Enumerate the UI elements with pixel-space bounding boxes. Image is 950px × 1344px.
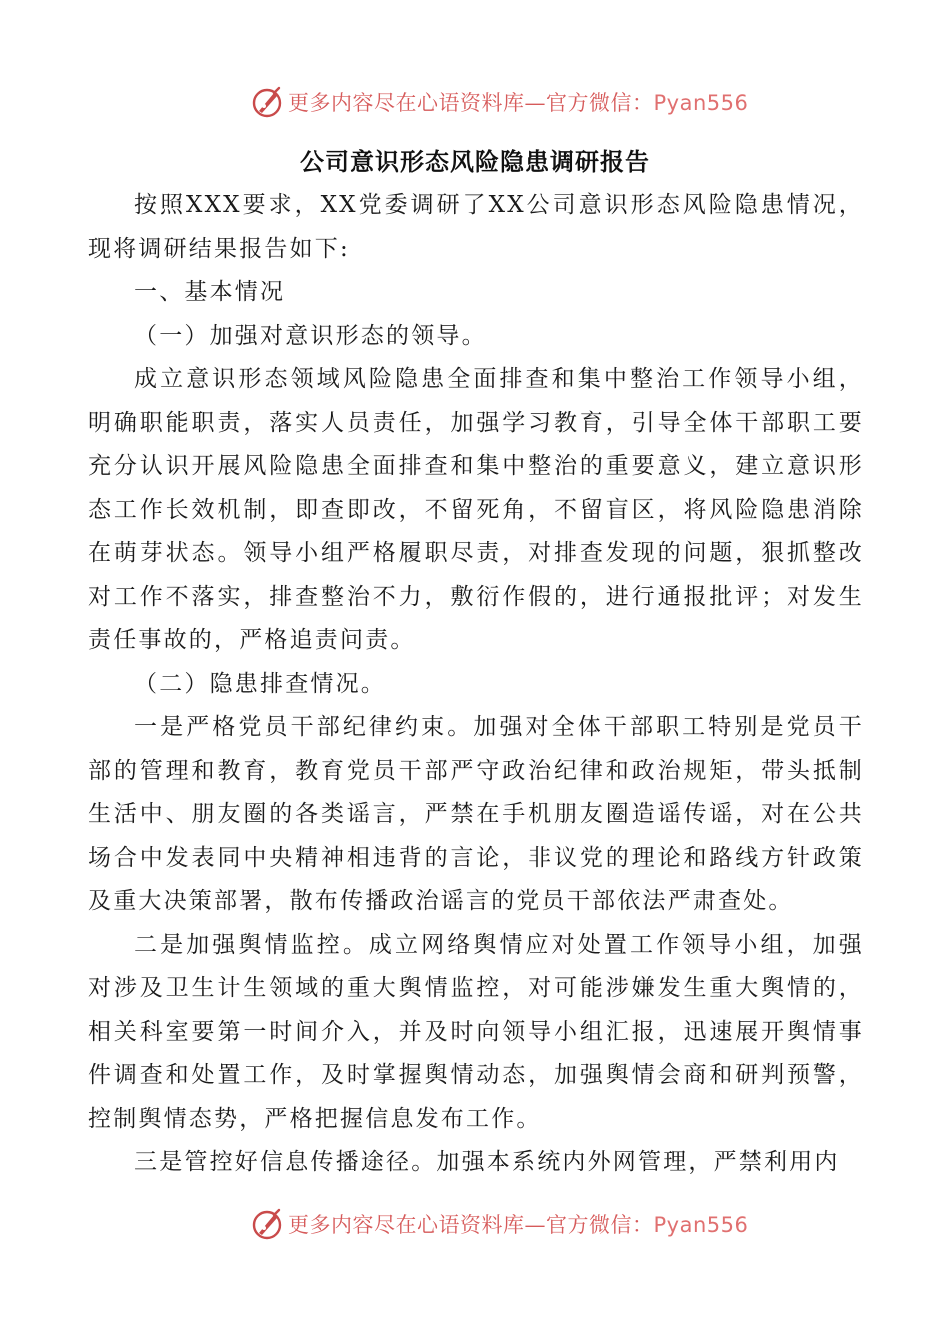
document-title: 公司意识形态风险隐患调研报告 [300, 147, 650, 176]
pen-nib-logo-icon [250, 1207, 284, 1240]
paragraph-intro: 按照XXX要求，XX党委调研了XX公司意识形态风险隐患情况，现将调研结果报告如下: [88, 192, 864, 262]
paragraph-leadership: 成立意识形态领域风险隐患全面排查和集中整治工作领导小组，明确职能职责，落实人员责任，加强学习教育，引导全体干部职工要充分认识开展风险隐患全面排查和集中整治的重要意义，建立意识形态工作长效机制，即查即改，不留死角，不留盲区，将风险隐患消除在萌芽状态。领导小组严格履职尽责，对排查发现的问题，狠抓整改对工作不落实，排查整治不力，敷衍作假的，进行通报批评；对发生责任事故的，严格追责问责。 [88, 366, 864, 653]
subheading-leadership: （一）加强对意识形态的领导。 [134, 322, 487, 349]
footer-banner[interactable] [250, 1202, 770, 1240]
footer-banner-code: Pyan556 [653, 1213, 749, 1237]
pen-nib-logo-icon [250, 85, 284, 119]
document-body [88, 184, 864, 1185]
heading-basic-situation: 一、基本情况 [134, 279, 286, 305]
header-banner-code: Pyan556 [653, 91, 749, 115]
paragraph-point-three: 三是管控好信息传播途径。加强本系统内外网管理，严禁利用内 [134, 1149, 840, 1175]
footer-banner-text: 更多内容尽在心语资料库—官方微信：Pyan556 [288, 1213, 749, 1237]
header-banner-text: 更多内容尽在心语资料库—官方微信：Pyan556 [288, 91, 749, 115]
paragraph-point-one: 一是严格党员干部纪律约束。加强对全体干部职工特别是党员干部的管理和教育，教育党员干部严守政治纪律和政治规矩，带头抵制生活中、朋友圈的各类谣言，严禁在手机朋友圈造谣传谣，对在公共场合中发表同中央精神相违背的言论，非议党的理论和路线方针政策及重大决策部署，散布传播政治谣言的党员干部依法严肃查处。 [88, 714, 864, 914]
header-banner[interactable] [250, 82, 770, 122]
paragraph-point-two: 二是加强舆情监控。成立网络舆情应对处置工作领导小组，加强对涉及卫生计生领域的重大舆情监控，对可能涉嫌发生重大舆情的，相关科室要第一时间介入，并及时向领导小组汇报，迅速展开舆情事件调查和处置工作，及时掌握舆情动态，加强舆情会商和研判预警，控制舆情态势，严格把握信息发布工作。 [88, 931, 864, 1132]
subheading-hazard-check: （二）隐患排查情况。 [134, 670, 386, 697]
